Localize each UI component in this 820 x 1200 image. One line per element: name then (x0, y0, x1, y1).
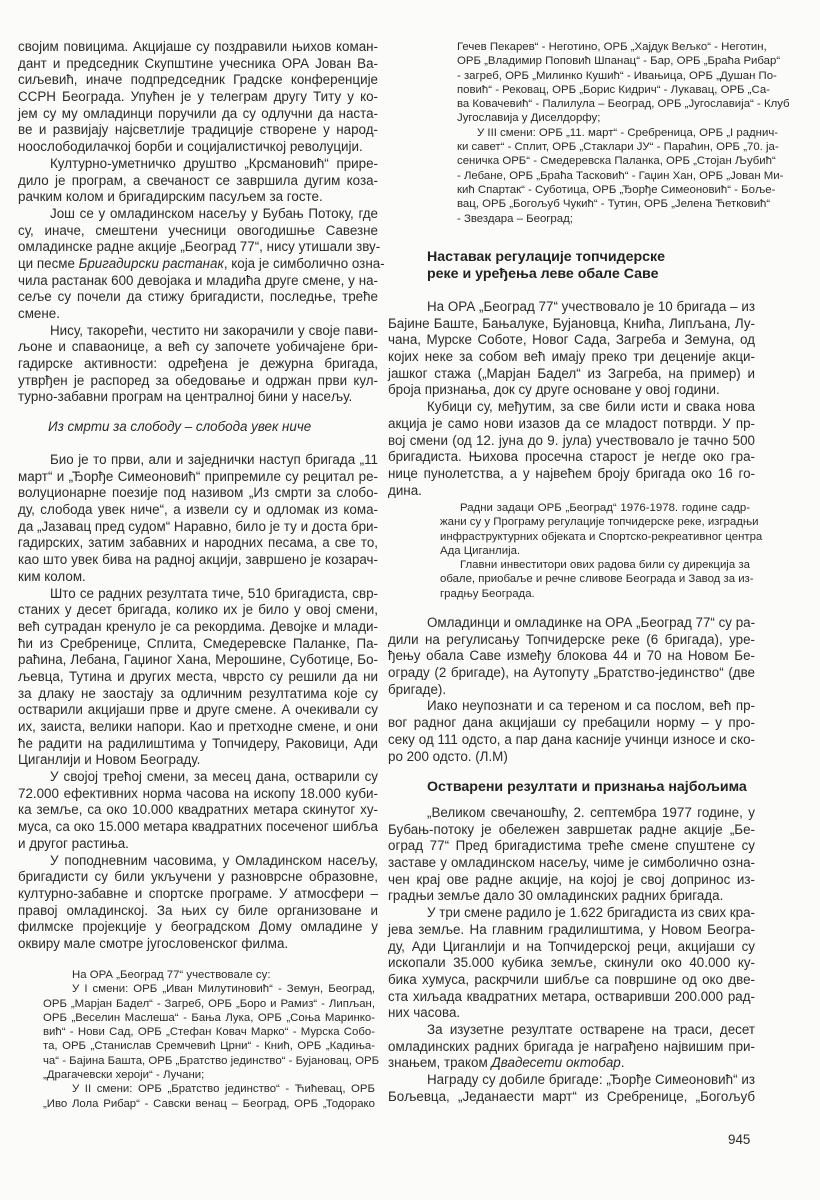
text-line: гадирске активности: одређена је дежурна бригада, (18, 356, 378, 372)
paragraph (388, 698, 755, 765)
text-line: Кубици су, међутим, за све били исти и свака нова (427, 399, 755, 415)
text-line: заставе у омладинском насељу, чиме је симболично озна- (388, 855, 755, 871)
text-line: градњу Београда. (440, 587, 535, 600)
note-paragraph (43, 968, 375, 982)
text-line: Омладинци и омладинке на ОРА „Београд 77“ су ра- (427, 615, 756, 630)
text-line: и другог растиња. (18, 835, 129, 851)
text-line: да „Јазавац пред судом“ Наравно, било је ту и доста бри- (18, 518, 378, 534)
paragraph (388, 299, 755, 399)
text-line: гадирских, затим забавних и народних песама, а све то, (18, 535, 378, 551)
paragraph (18, 853, 378, 953)
text-line: оград 77“ Пред бригадистима треће смене спуштене су (388, 838, 755, 854)
text-line: март“ и „Ђорђе Симеоновић“ припремиле су рецитал ре- (18, 468, 378, 484)
text-line: та, ОРБ „Станислав Сремчевић Црни“ - Кнић, ОРБ „Кадиња- (43, 1040, 375, 1053)
text-line: них часова. (388, 1005, 461, 1021)
paragraph (388, 805, 755, 905)
text-line: сеничка ОРБ“ - Смедеревска Паланка, ОРБ „Стојан Љубић“ (457, 155, 776, 168)
note-paragraph (457, 40, 790, 126)
text-line: Остварени резултати и признања најбољима (427, 779, 747, 795)
text-line: турно-забавни програм на централној бини у насељу. (18, 389, 353, 405)
text-line: оквиру мале смотре југословенског филма. (18, 935, 289, 951)
text-line: обале, приобаље и речне сливове Београда и Завод за из- (440, 573, 754, 586)
text-line: остварили акцијаши прве и друге смене. А очекивали су (18, 702, 378, 718)
paragraph (388, 1072, 755, 1105)
text-line: Наставак регулације топчидерске (427, 249, 666, 265)
text-line: којих неке за собом већ имају преко три деценије акци- (388, 349, 755, 365)
text-line: ограду (2 бригаде), на Аутопуту „Братство-јединство“ (две (388, 665, 755, 681)
paragraph (388, 399, 755, 499)
text-line: раћина, Лебана, Гаџиног Хана, Мерошине, Суботице, Бо- (18, 652, 378, 668)
text-line: Главни инвеститори ових радова били су дирекција за (460, 559, 750, 572)
text-line: У својој трећој смени, за месец дана, остварили су (50, 769, 378, 785)
text-line: културно-забавне и спортске програме. У атмосфери – (18, 885, 378, 901)
text-line: ва Ковачевић“ - Палилула – Београд, ОРБ „Југославија“ - Клуб (457, 98, 790, 111)
note-paragraph (43, 982, 380, 1082)
text-line: Бајине Баште, Бањалуке, Бујановца, Кнића, Липљана, Лу- (388, 315, 755, 331)
text-line: јева земље. На главним градилиштима, у Новом Београ- (388, 921, 755, 937)
text-line: ста хиљада квадратних метара, оствaривши 200.000 рад- (388, 988, 755, 1004)
text-line: Радни задаци ОРБ „Београд“ 1976-1978. године садр- (460, 502, 750, 514)
text-line: кић Спартак“ - Суботица, ОРБ „Ђорђе Симеоновић“ - Бoље- (457, 183, 776, 196)
paragraph (18, 769, 378, 852)
text-line: ОРБ „Марјан Бадел“ - Загреб, ОРБ „Боро и Рамиз“ - Липљан, (43, 997, 375, 1010)
text-line: акција је само нови изазов да се младост потврди. У пр- (388, 415, 755, 431)
text-line: дант и председник Скупштине учесника ОРА Јован Ва- (18, 55, 378, 71)
text-line: бригадисти су били укључени у разноврсне образовне, (18, 869, 378, 885)
text-line: ђењу обала Саве између блокова 44 и 70 на Новом Бе- (388, 648, 755, 664)
text-line: ча“ - Бајина Башта, ОРБ „Братство јединство“ - Бујановац, ОРБ (43, 1054, 380, 1067)
text-line: вог радног дана акцијаши су пребацили норму – у про- (388, 715, 755, 731)
text-line: жани су у Програму регулације топчидерске реке, изградњи (440, 516, 759, 529)
left-column-section (18, 452, 378, 953)
text-line (18, 255, 385, 273)
text-line: ду, Ади Циганлији и на Топчидерској реци, акцијаши су (388, 938, 755, 954)
paragraph (18, 452, 378, 586)
text-line: чила растанак 600 девојака и младића друге смене, у на- (18, 272, 378, 288)
text-segment: . (620, 1055, 625, 1071)
text-line: муса, са око 15.000 метара квадратних посеченог шибља (18, 819, 378, 835)
paragraph (18, 323, 378, 406)
note-paragraph (457, 126, 784, 226)
text-line: Што се радних резултата тиче, 510 бригадиста, свр- (50, 585, 378, 601)
text-line: Ада Циганлија. (440, 544, 521, 557)
text-line: ће радити на радилиштима у Топчидеру, Раковици, Ади (18, 735, 378, 751)
text-line: На ОРА „Београд 77“ учествовало је 10 бригада – из (427, 299, 755, 314)
note-paragraph (440, 558, 754, 601)
text-line: сиљевић, иначе подпредседник Градске конференције (18, 72, 378, 88)
text-line: бригадиста. Њихова просечна старост је негде око гра- (388, 449, 755, 465)
text-line: Југославија у Диселдорфу; (457, 112, 601, 125)
text-line: чана, Мурске Соботе, Новог Сада, Загреба и Земуна, од (388, 332, 755, 348)
text-line: ноослободилачкој борби и социјалистичкој револуцији. (18, 139, 363, 155)
text-line (388, 1055, 755, 1072)
text-line: Награду су добиле бригаде: „Ђорђе Симеоновић“ из (427, 1072, 755, 1087)
right-column-section (440, 501, 763, 601)
text-line: за длаку не заостају за одличним резултатима које су (18, 685, 378, 701)
text-line: За изузетне резултате остварене на траси, десет (427, 1021, 755, 1037)
text-line: филмске пројекције у београдском Дому омладине у (18, 919, 378, 935)
text-line: - загреб, ОРБ „Милинко Кушић“ - Ивањица, ОРБ „Душан По- (457, 69, 777, 82)
text-line: - Звездара – Београд; (457, 212, 573, 225)
text-line: већ сутрадан кренуло је са рекордима. Девојке и млади- (18, 618, 378, 634)
paragraph (18, 156, 378, 206)
right-column-section (388, 299, 755, 499)
text-line: ки савет“ - Сплит, ОРБ „Стаклари ЈУ“ - Параћин, ОРБ „70. ја- (457, 141, 779, 154)
section-heading (427, 249, 757, 283)
paragraph (18, 39, 378, 156)
left-column-section (48, 419, 378, 436)
text-line: „Драгачевски хероји“ - Лучани; (43, 1069, 205, 1082)
text-line: смене. (18, 306, 60, 321)
text-line: утврђен је распоред за обедовање и одржан први кул- (18, 372, 378, 388)
text-line: вој смени (од 12. јуна до 9. јула) учествовало је тачно 500 (388, 432, 755, 448)
text-line: У I смени: ОРБ „Иван Милутиновић“ - Земун, Београд, (72, 983, 375, 996)
text-line: ОРБ „Веселин Маслеша“ - Бања Лука, ОРБ „Соња Маринко- (43, 1011, 375, 1024)
paragraph (18, 205, 385, 323)
text-line: нице пунолетства, а у највећем броју бригада око 16 го- (388, 465, 755, 481)
text-line: Иако неупознати и са тереном и са послом, већ пр- (427, 698, 755, 714)
text-line: ро 200 одсто. (Л.М) (388, 748, 508, 764)
right-column-section (427, 249, 757, 283)
text-line: сеље су почели да стижу бригадисти, последње, треће (18, 289, 378, 305)
text-line: их, заиста, велики напори. Као и претходне смене, и они (18, 719, 378, 734)
text-line: Из смрти за слободу – слобода увек ниче (48, 419, 312, 434)
text-line: дило је програм, а свечаност се завршила дугим коза- (18, 172, 378, 188)
text-line: Циганлији и Новом Београду. (18, 752, 201, 768)
text-line: 72.000 ефективних норма часова на ископу 18.000 куби- (18, 785, 378, 801)
text-line: У три смене радило је 1.622 бригадиста из свих кра- (427, 905, 755, 921)
right-column-section (388, 615, 755, 765)
text-line: Културно-уметничко друштво „Крсмановић“ прире- (50, 155, 378, 171)
paragraph (388, 1022, 755, 1072)
text-line: вац, ОРБ „Богољуб Чукић“ - Тутин, ОРБ „Јелена Ћетковић“ (457, 198, 771, 211)
section-heading (427, 779, 767, 796)
text-line: ка земље, са око 10.000 квадратних метара скинутог ху- (18, 802, 378, 818)
paragraph (18, 586, 378, 770)
text-line: броја признања, док су друге основане у овој години. (388, 382, 720, 398)
text-segment: , која је симболично озна- (223, 255, 385, 271)
text-line: ве и развијају најсветлије традиције створене у народ- (18, 122, 378, 138)
text-line: правој омладинској. За њих су биле организоване и (18, 902, 378, 918)
text-line: омладинске радне акције „Београд 77“, нису утишали зву- (18, 239, 381, 255)
text-line: Био је то први, али и заједнички наступ бригада „11 (50, 452, 378, 467)
text-line: Још се у омладинском насељу у Бубањ Потоку, где (50, 205, 378, 221)
section-heading (48, 419, 378, 436)
text-line: јем су му омладинци поручили да су одлучни да наста- (18, 105, 378, 121)
text-line: бригаде). (388, 681, 447, 697)
right-column-section (388, 805, 755, 1105)
right-column-section (457, 40, 790, 226)
page-number: 945 (728, 1132, 751, 1147)
right-column-section (427, 779, 767, 796)
text-line: љевца, Тутина и других места, чврсто су решили да ни (18, 668, 378, 684)
text-segment: знањем, траком (388, 1055, 492, 1071)
text-line: вић“ - Нови Сад, ОРБ „Стефан Ковач Марко“ - Мурска Собо- (43, 1026, 375, 1039)
text-line: дили на регулисању Топчидерске реке (6 бригада), уре- (388, 631, 755, 647)
note-paragraph (43, 1082, 375, 1111)
text-line: као што увек бива на радној акцији, завршено је козарач- (18, 552, 378, 568)
text-segment: ци песме (18, 255, 79, 271)
text-line: ископали 35.000 кубика земље, скинули око 40.000 ку- (388, 955, 755, 971)
text-line: Нису, такорећи, честито ни закорачили у своје пави- (50, 322, 378, 338)
text-line: бика хумуса, раскрчили шибље са површине од око две- (388, 971, 755, 987)
text-line: градњи земље дало 30 омладинских радних бригада. (388, 888, 724, 904)
text-line: ћи из Сребренице, Сплита, Смедеревске Паланке, Па- (18, 635, 378, 651)
left-column-section (43, 968, 380, 1111)
text-line: На ОРА „Београд 77“ учествовале су: (72, 969, 271, 981)
text-line: „Иво Лола Рибар“ - Савски венац – Београд, ОРБ „Тодорако (43, 1097, 375, 1110)
text-line: Бубањ-потоку је обележен завршетак радне акције „Бе- (388, 821, 755, 837)
text-line: ССРН Београда. Упућен је у телеграм другу Титу у ко- (18, 89, 378, 105)
text-line: станих у десет бригада, колико их је било у овој смени, (18, 602, 378, 618)
text-line: реке и уређења леве обале Саве (427, 266, 659, 282)
text-line: Бољевца, „Једанаести март“ из Сребренице, „Богољуб (388, 1088, 755, 1104)
text-line: својим повицима. Акцијаше су поздравили њихов коман- (18, 39, 378, 54)
text-line: су, иначе, смештени учесници овогодишње Савезне (18, 222, 378, 238)
text-line: У II смени: ОРБ „Братство јединство“ - Ћићевац, ОРБ (72, 1083, 375, 1096)
text-line: ду, слобода увек ниче“, а извели су и одломак из кома- (18, 502, 378, 518)
text-line: јашког стажа („Марјан Бадел“ из Загреба, на пример) и (388, 365, 755, 381)
text-line: У III смени: ОРБ „11. март“ - Сребреница, ОРБ „I раднич- (477, 126, 779, 139)
text-line: рачким колом и бригадирским пасуљем за госте. (18, 189, 323, 205)
text-line: секу од 111 одсто, а пар дана касније учинци износе и ско- (388, 731, 755, 747)
text-line: „Великом свечаношћу, 2. септембра 1977 године, у (427, 805, 755, 820)
text-line: - Лебане, ОРБ „Браћа Тасковић“ - Гаџин Хан, ОРБ „Јован Ми- (457, 169, 784, 182)
text-line: љоне и спаваонице, а већ су започете уобичајене бри- (18, 339, 378, 355)
note-paragraph (440, 501, 763, 558)
paragraph (388, 615, 755, 698)
paragraph (388, 905, 755, 1022)
left-column-section (18, 39, 385, 406)
text-line: повић“ - Рековац, ОРБ „Борис Кидрич“ - Лукавац, ОРБ „Са- (457, 83, 770, 96)
text-line: чен крај ове радне акције, на којој је свој допринос из- (388, 871, 755, 887)
text-line: волуционарне поезије под називом „Из смрти за слобо- (18, 485, 378, 501)
text-line: ким колом. (18, 568, 86, 584)
text-line: инфраструктурних објеката и Спортско-рекреативног центра (440, 530, 763, 543)
text-line: Гечев Пекарев“ - Неготино, ОРБ „Хајдук Вељко“ - Неготин, (457, 41, 767, 53)
italic-title: Бригадирски растанак (78, 255, 224, 271)
text-line: омладинских радних бригада је награђено највишим при- (388, 1038, 755, 1054)
text-line: ОРБ „Владимир Поповић Шпанац“ - Бар, ОРБ „Браћа Рибар“ (457, 55, 781, 68)
text-line: дина. (388, 482, 422, 498)
italic-title: Двадесети октобар (491, 1055, 621, 1071)
text-line: У поподневним часовима, у Омладинском насељу, (50, 852, 378, 868)
